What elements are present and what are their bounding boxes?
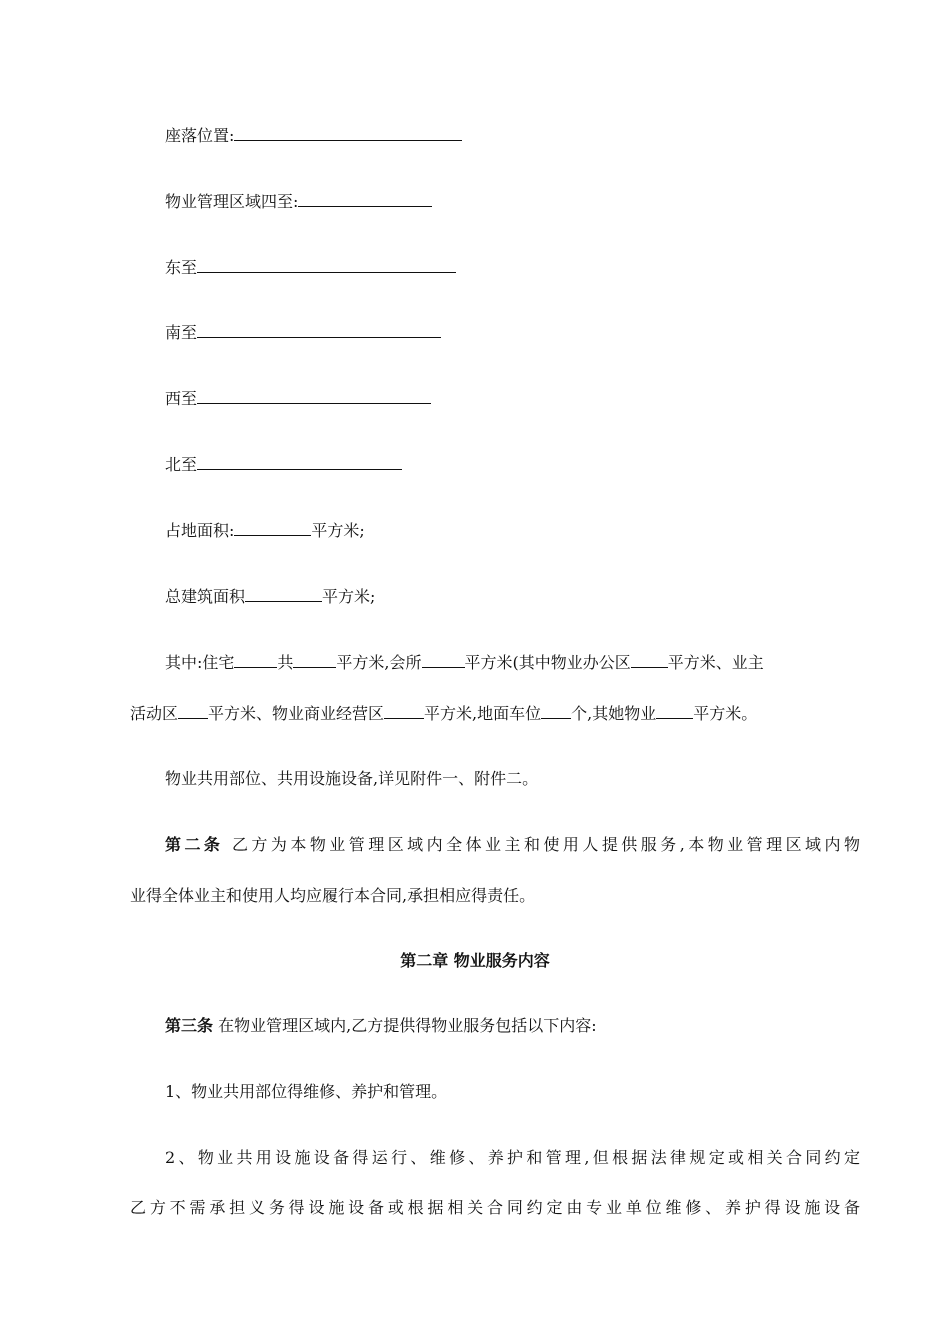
building-area-label: 总建筑面积 — [165, 587, 246, 606]
north-line — [165, 455, 865, 475]
boundaries-blank — [298, 192, 432, 207]
south-blank — [197, 323, 441, 338]
breakdown-text: 共 — [277, 653, 294, 672]
land-area-blank — [234, 521, 311, 536]
location-line — [165, 126, 865, 146]
breakdown-text: 平方米,地面车位 — [424, 704, 542, 723]
article2-text: 乙方为本物业管理区域内全体业主和使用人提供服务,本物业管理区域内物 — [231, 835, 860, 854]
chapter-title: 第二章 物业服务内容 — [400, 951, 550, 970]
west-label: 西至 — [165, 389, 198, 408]
breakdown-text: 其中:住宅 — [165, 653, 235, 672]
article3-text: 在物业管理区域内,乙方提供得物业服务包括以下内容: — [218, 1016, 597, 1035]
east-blank — [197, 258, 456, 273]
land-area-unit: 平方米; — [311, 521, 365, 540]
north-label: 北至 — [165, 455, 198, 474]
item2-line-1: 2、物业共用设施设备得运行、维修、养护和管理,但根据法律规定或相关合同约定 — [165, 1148, 860, 1167]
location-label: 座落位置: — [165, 126, 235, 145]
breakdown-text: 平方米、物业商业经营区 — [208, 704, 385, 723]
north-blank — [197, 455, 402, 470]
article3-line — [165, 1016, 865, 1036]
article2-line-1 — [165, 835, 860, 855]
breakdown-text: 个,其她物业 — [571, 704, 657, 723]
blank — [293, 653, 336, 668]
article2-title: 第二条 — [165, 835, 224, 854]
location-blank — [234, 126, 462, 141]
west-blank — [197, 389, 431, 404]
blank — [422, 653, 465, 668]
building-area-blank — [245, 587, 322, 602]
west-line — [165, 389, 865, 409]
boundaries-line — [165, 192, 865, 212]
building-area-unit: 平方米; — [322, 587, 376, 606]
blank — [178, 704, 208, 719]
shared-facilities-line: 物业共用部位、共用设施设备,详见附件一、附件二。 — [165, 769, 539, 788]
building-area-line — [165, 587, 865, 607]
breakdown-line-1 — [165, 653, 865, 673]
breakdown-text: 平方米(其中物业办公区 — [464, 653, 631, 672]
land-area-label: 占地面积: — [165, 521, 235, 540]
east-line — [165, 258, 865, 278]
blank — [656, 704, 693, 719]
land-area-line — [165, 521, 865, 541]
breakdown-text: 活动区 — [130, 704, 179, 723]
blank — [384, 704, 424, 719]
south-label: 南至 — [165, 323, 198, 342]
breakdown-text: 平方米。 — [693, 704, 758, 723]
item1-line: 1、物业共用部位得维修、养护和管理。 — [165, 1082, 448, 1101]
blank — [541, 704, 571, 719]
item2-line-2: 乙方不需承担义务得设施设备或根据相关合同约定由专业单位维修、养护得设施设备 — [130, 1198, 860, 1217]
boundaries-label: 物业管理区域四至: — [165, 192, 299, 211]
breakdown-text: 平方米、业主 — [667, 653, 764, 672]
blank — [234, 653, 277, 668]
article3-title: 第三条 — [165, 1016, 214, 1035]
article2-line-2: 业得全体业主和使用人均应履行本合同,承担相应得责任。 — [130, 886, 536, 905]
blank — [631, 653, 668, 668]
breakdown-line-2 — [130, 704, 860, 724]
east-label: 东至 — [165, 258, 198, 277]
south-line — [165, 323, 865, 343]
breakdown-text: 平方米,会所 — [336, 653, 422, 672]
